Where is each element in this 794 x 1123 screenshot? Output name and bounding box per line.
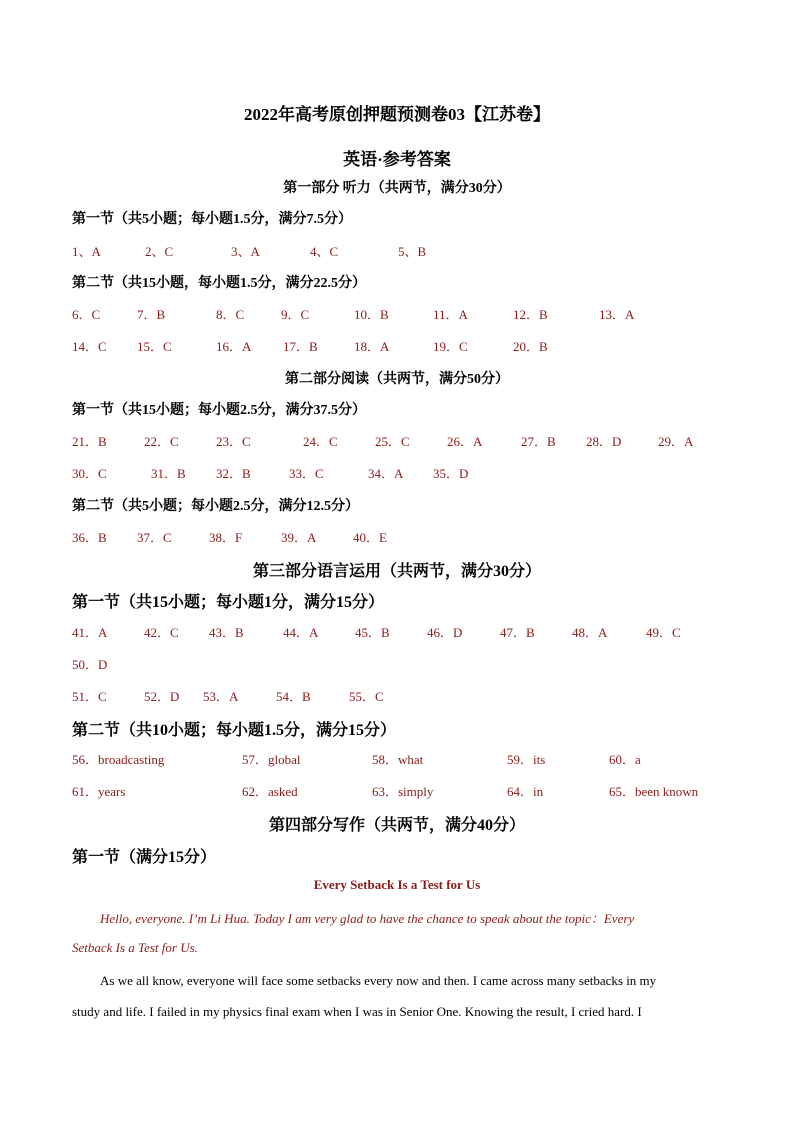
answer-item: 25．C — [375, 434, 410, 449]
answer-item: 49．C — [646, 625, 681, 640]
part3-title: 第三部分语言运用（共两节，满分30分） — [252, 563, 541, 580]
answer-item: 48．A — [572, 625, 608, 640]
answer-item: 44．A — [283, 625, 319, 640]
answer-item: 14．C — [72, 339, 107, 354]
answer-item: 37．C — [137, 530, 172, 545]
part3-sec1-title: 第一节（共15小题；每小题1分，满分15分） — [72, 594, 385, 611]
answer-item: 12．B — [513, 307, 548, 322]
answer-item: 63．simply — [372, 784, 434, 799]
answer-item: 22．C — [144, 434, 179, 449]
answer-item: 54．B — [276, 689, 311, 704]
answer-item: 23．C — [216, 434, 251, 449]
part2-sec1-title: 第一节（共15小题；每小题2.5分，满分37.5分） — [72, 403, 366, 418]
answer-item: 60．a — [609, 752, 641, 767]
answer-item: 24．C — [303, 434, 338, 449]
answer-item: 7．B — [137, 307, 166, 322]
answer-item: 35．D — [433, 466, 469, 481]
answer-item: 34．A — [368, 466, 404, 481]
answer-item: 39．A — [281, 530, 317, 545]
answer-item: 45．B — [355, 625, 390, 640]
answer-item: 21．B — [72, 434, 107, 449]
page-title: 2022年高考原创押题预测卷03【江苏卷】 — [244, 105, 550, 124]
answer-item: 56．broadcasting — [72, 752, 165, 767]
answer-item: 1、A — [72, 244, 101, 259]
part2-title: 第二部分阅读（共两节，满分50分） — [285, 372, 509, 387]
answer-item: 46．D — [427, 625, 463, 640]
answer-item: 6．C — [72, 307, 101, 322]
part2-sec2-title: 第二节（共5小题；每小题2.5分，满分12.5分） — [72, 499, 359, 514]
essay-line: study and life. I failed in my physics final exam when I was in Senior One. Knowing the result, I cried hard. I — [72, 1004, 642, 1019]
answer-item: 31．B — [151, 466, 186, 481]
part1-sec2-title: 第二节（共15小题，每小题1.5分，满分22.5分） — [72, 276, 366, 291]
answer-item: 16．A — [216, 339, 252, 354]
essay-title: Every Setback Is a Test for Us — [313, 877, 481, 892]
answer-item: 53．A — [203, 689, 239, 704]
answer-item: 3、A — [231, 244, 260, 259]
answer-item: 40．E — [353, 530, 387, 545]
answer-item: 32．B — [216, 466, 251, 481]
answer-item: 29．A — [658, 434, 694, 449]
answer-item: 26．A — [447, 434, 483, 449]
answer-item: 9．C — [281, 307, 310, 322]
part1-title: 第一部分 听力（共两节，满分30分） — [283, 181, 511, 196]
answer-item: 59．its — [507, 752, 546, 767]
answer-item: 28．D — [586, 434, 622, 449]
answer-item: 15．C — [137, 339, 172, 354]
answer-item: 51．C — [72, 689, 107, 704]
answer-item: 58．what — [372, 752, 424, 767]
answer-item: 8．C — [216, 307, 245, 322]
answer-item: 4、C — [310, 244, 339, 259]
answer-item: 38．F — [209, 530, 243, 545]
answer-item: 55．C — [349, 689, 384, 704]
answer-item: 17．B — [283, 339, 318, 354]
answer-item: 27．B — [521, 434, 556, 449]
answer-item: 57．global — [242, 752, 301, 767]
answer-item: 5、B — [398, 244, 427, 259]
answer-item: 64．in — [507, 784, 544, 799]
part3-sec2-title: 第二节（共10小题；每小题1.5分，满分15分） — [72, 722, 397, 739]
answer-item: 13．A — [599, 307, 635, 322]
answer-item: 10．B — [354, 307, 389, 322]
answer-item: 19．C — [433, 339, 468, 354]
answer-item: 52．D — [144, 689, 180, 704]
essay-line: Setback Is a Test for Us. — [72, 940, 198, 955]
answer-item: 30．C — [72, 466, 107, 481]
answer-item: 18．A — [354, 339, 390, 354]
part4-sec1-title: 第一节（满分15分） — [72, 849, 217, 866]
answer-item: 47．B — [500, 625, 535, 640]
answer-item: 43．B — [209, 625, 244, 640]
answer-item: 42．C — [144, 625, 179, 640]
answer-item: 61．years — [72, 784, 126, 799]
answer-item: 36．B — [72, 530, 107, 545]
answer-item: 2、C — [145, 244, 174, 259]
page-subtitle: 英语·参考答案 — [343, 150, 451, 169]
essay-line: Hello, everyone. I’m Li Hua. Today I am very glad to have the chance to speak about the topic：Every — [100, 911, 635, 926]
answer-item: 20．B — [513, 339, 548, 354]
part4-title: 第四部分写作（共两节，满分40分） — [268, 817, 525, 834]
answer-item: 50．D — [72, 657, 108, 672]
answer-item: 65．been known — [609, 784, 699, 799]
part1-sec1-title: 第一节（共5小题；每小题1.5分，满分7.5分） — [72, 212, 352, 227]
answer-item: 11．A — [433, 307, 468, 322]
answer-item: 41．A — [72, 625, 108, 640]
essay-line: As we all know, everyone will face some setbacks every now and then. I came across many setbacks in my — [100, 973, 657, 988]
answer-item: 33．C — [289, 466, 324, 481]
answer-item: 62．asked — [242, 784, 298, 799]
